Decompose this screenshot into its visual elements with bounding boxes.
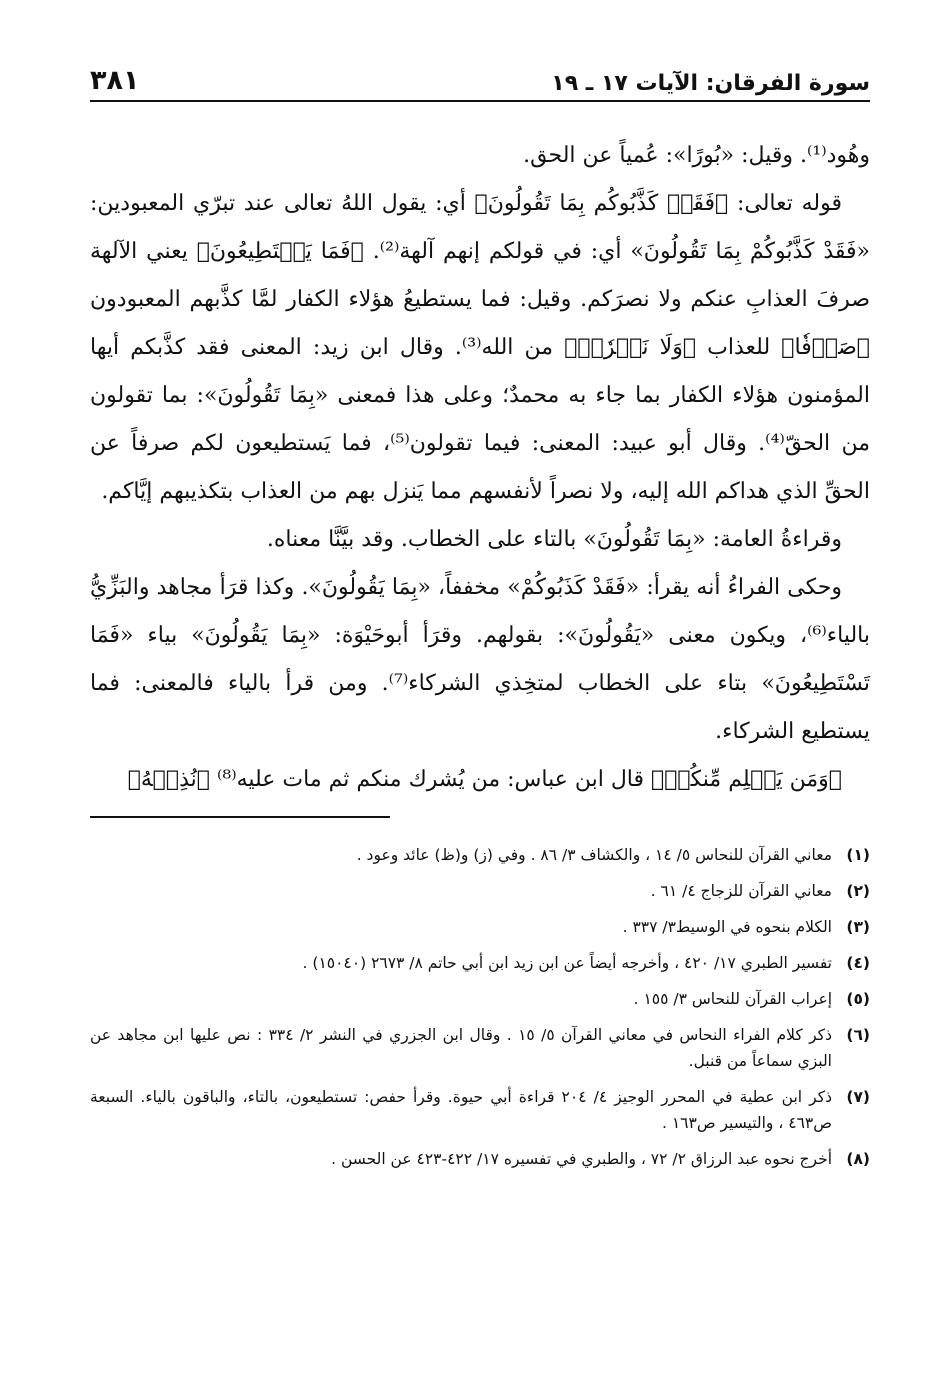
paragraph: وقراءةُ العامة: «بِمَا تَقُولُونَ» بالتاء على الخطاب. وقد بيَّنَّا معناه. bbox=[266, 527, 842, 552]
footnote-number: (٤) bbox=[846, 954, 870, 972]
footnote-number: (٥) bbox=[846, 990, 870, 1008]
footnote-number: (٧) bbox=[846, 1088, 870, 1106]
footnote-text: ذكر كلام الفراء النحاس في معاني القرآن ٥/ ١٥ . وقال ابن الجزري في النشر ٢/ ٣٣٤ : نص عليها ابن مجاهد عن البزي سماعاً من قنبل. bbox=[90, 1026, 832, 1070]
footnote-number: (٢) bbox=[846, 882, 870, 900]
footnote bbox=[90, 842, 870, 868]
main-text bbox=[90, 132, 870, 804]
running-title: سورة الفرقان: الآيات ١٧ ـ ١٩ bbox=[551, 71, 870, 96]
footnote-text: أخرج نحوه عبد الرزاق ٢/ ٧٢ ، والطبري في تفسيره ١٧/ ٤٢٢-٤٢٣ عن الحسن . bbox=[331, 1150, 832, 1168]
footnote-number: (١) bbox=[846, 846, 870, 864]
footnote-text: تفسير الطبري ١٧/ ٤٢٠ ، وأخرجه أيضاً عن ابن زيد ابن أبي حاتم ٨/ ٢٦٧٣ (١٥٠٤٠) . bbox=[302, 954, 832, 972]
footnote bbox=[90, 950, 870, 976]
paragraph: ﴿وَمَن يَظۡلِم مِّنكُمۡ﴾ قال ابن عباس: من يُشرك منكم ثم مات عليه⁽⁸⁾ ﴿نُذِقۡهُ﴾ bbox=[127, 767, 842, 792]
footnote-text: ذكر ابن عطية في المحرر الوجيز ٤/ ٢٠٤ قراءة أبي حيوة. وقرأ حفص: تستطيعون، بالتاء، والباقون بالياء. السبعة ص٤٦٣ ، والتيسير ص١٦٣ . bbox=[90, 1088, 832, 1132]
footnote bbox=[90, 1084, 870, 1136]
footnote-text: الكلام بنحوه في الوسيط٣/ ٣٣٧ . bbox=[622, 918, 832, 936]
footnote bbox=[90, 878, 870, 904]
paragraph: وحكى الفراءُ أنه يقرأ: «فَقَدْ كَذَبُوكُمْ» مخففاً، «بِمَا يَقُولُونَ». وكذا قرَأ مجاهد والبَزِّيُّ بالياء⁽⁶⁾، ويكون معنى «يَقُولُونَ»: بقولهم. وقرَأ أبوحَيْوَة: «بِمَا يَقُولُونَ» بياء «فَمَا تَسْتَطِيعُونَ» بتاء على الخطاب لمتخِذي الشركاء⁽⁷⁾. ومن قرأ بالياء فالمعنى: فما يستطيع الشركاء. bbox=[90, 575, 870, 744]
footnotes bbox=[90, 842, 870, 1172]
footnote-divider bbox=[90, 816, 390, 818]
paragraph: وهُود⁽¹⁾. وقيل: «بُورًا»: عُمياً عن الحق. bbox=[523, 143, 870, 168]
paragraph: قوله تعالى: ﴿فَقَدۡ كَذَّبُوكُم بِمَا تَقُولُونَ﴾ أي: يقول اللهُ تعالى عند تبرّي المعبودين: «فَقَدْ كَذَّبُوكُمْ بِمَا تَقُولُونَ» أي: في قولكم إنهم آلهة⁽²⁾. ﴿فَمَا يَسۡتَطِيعُونَ﴾ يعني الآلهة صرفَ العذابِ عنكم ولا نصرَكم. وقيل: فما يستطيعُ هؤلاء الكفار لمَّا كذَّبهم المعبودون ﴿صَرۡفٗا﴾ للعذاب ﴿وَلَا نَصۡرٗاۚ﴾ من الله⁽³⁾. وقال ابن زيد: المعنى فقد كذَّبكم أيها المؤمنون هؤلاء الكفار بما جاء به محمدٌ؛ وعلى هذا فمعنى «بِمَا تَقُولُونَ»: بما تقولون من الحقّ⁽⁴⁾. وقال أبو عبيد: المعنى: فيما تقولون⁽⁵⁾، فما يَستطيعون لكم صرفاً عن الحقِّ الذي هداكم الله إليه، ولا نصراً لأنفسهم مما يَنزل بهم من العذاب بتكذيبهم إيَّاكم. bbox=[90, 191, 870, 504]
footnote bbox=[90, 986, 870, 1012]
page-header bbox=[90, 62, 870, 102]
footnote bbox=[90, 914, 870, 940]
footnote bbox=[90, 1022, 870, 1074]
page-number: ٣٨١ bbox=[90, 65, 140, 96]
footnote-number: (٦) bbox=[846, 1026, 870, 1044]
footnote-text: إعراب القرآن للنحاس ٣/ ١٥٥ . bbox=[633, 990, 832, 1008]
footnote bbox=[90, 1146, 870, 1172]
footnote-text: معاني القرآن للنحاس ٥/ ١٤ ، والكشاف ٣/ ٨٦ . وفي (ز) و(ظ) عائد وعود . bbox=[356, 846, 832, 864]
footnote-text: معاني القرآن للزجاج ٤/ ٦١ . bbox=[650, 882, 832, 900]
footnote-number: (٣) bbox=[846, 918, 870, 936]
footnote-number: (٨) bbox=[846, 1150, 870, 1168]
